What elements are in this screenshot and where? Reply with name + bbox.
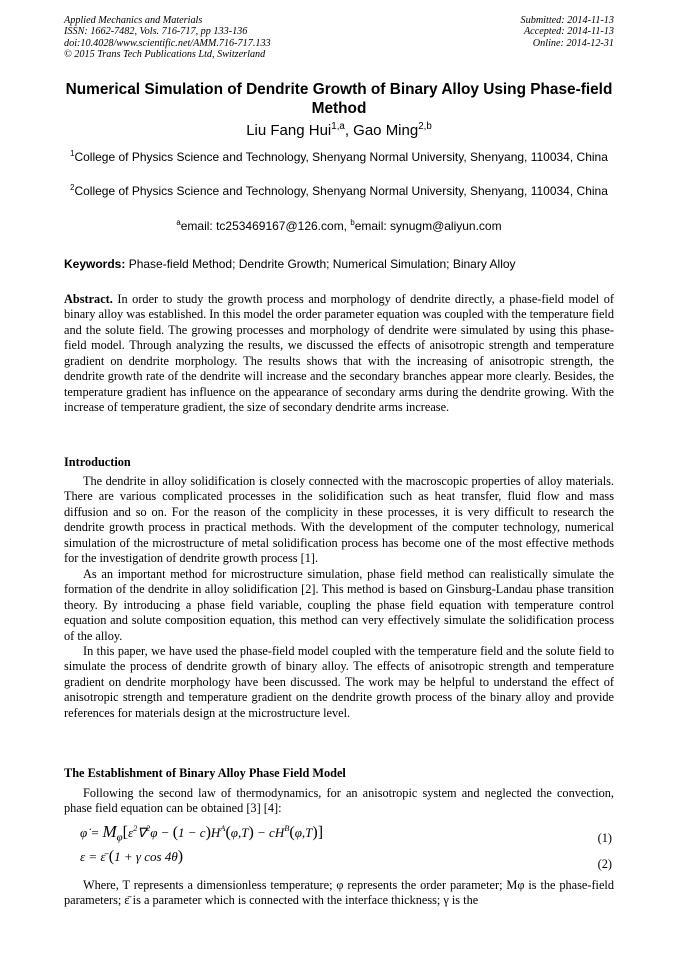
abstract-text: In order to study the growth process and morphology of dendrite directly, a phase-field model of binary alloy was established. In this model the order parameter equation was coupled with the temperature field and the solute field. The growing processes and morphology of dendrite were simulated by using this phase-field model. Through analyzing the results, we discussed the effects of anisotropic strength and temperature gradient on dendrite morphology. The results shows that with the increasing of anisotropic strength, the dendrite growth rate of the dendrite will increase and the secondary branches appear more clearly. Besides, the temperature gradient has influence on the appearance of secondary arms during the dendrite growing. With the increase of temperature gradient, the size of secondary dendrite arms increase. <box>64 292 614 415</box>
doi-line: doi:10.4028/www.scientific.net/AMM.716-717.133 <box>64 37 271 49</box>
copyright-line: © 2015 Trans Tech Publications Ltd, Switzerland <box>64 48 266 60</box>
affiliation-2 <box>64 184 614 200</box>
journal-header-right <box>521 15 614 49</box>
where-text: Where, T represents a dimensionless temperature; φ represents the order parameter; Mφ is the phase-field parameters; ε̄ is a parameter which is connected with the interface thickness; γ is the <box>64 878 614 908</box>
author-1-sup: 1,a <box>331 120 345 132</box>
intro-paragraph: As an important method for microstructure simulation, phase field method can realistically simulate the formation of the dendrite in alloy solidification [2]. This method is based on Ginsburg-Landau phase transition theory. By introducing a phase field variable, coupling the phase field equation with temperature control equation and solute composition equation, this method can very effectively simulate the solidification process of the alloy. <box>64 566 614 643</box>
submitted-date: Submitted: 2014-11-13 <box>520 15 614 26</box>
section-heading-model: The Establishment of Binary Alloy Phase Field Model <box>64 766 346 780</box>
author-separator: , <box>344 122 354 139</box>
author-1: Liu Fang Hui <box>246 122 332 139</box>
issn-line: ISSN: 1662-7482, Vols. 716-717, pp 133-136 <box>64 26 248 38</box>
affiliation-2-sup: 2 <box>70 182 75 192</box>
affiliation-2-text: College of Physics Science and Technology, Shenyang Normal University, Shenyang, 110034, China <box>74 184 608 198</box>
intro-paragraph: The dendrite in alloy solidification is closely connected with the macroscopic properties of alloy materials. There are various complicated processes in the solidification such as heat transfer, fluid flow and mass diffusion and so on. For the reason of the complicity in these processes, it is very difficult to research the dendrite growth process in practical methods. With the development of the computer technology, numerical simulation of the microstructure of metal solidification process has become one of the most effective methods for the investigation of dendrite growth process [1]. <box>64 474 614 566</box>
author-2: Gao Ming <box>353 122 419 139</box>
accepted-date: Accepted: 2014-11-13 <box>523 26 614 38</box>
affiliation-1 <box>64 150 614 166</box>
email-line <box>64 219 614 233</box>
equation-2-number: (2) <box>597 857 612 871</box>
keywords-label: Keywords: <box>64 257 126 271</box>
paper-title: Numerical Simulation of Dendrite Growth of Binary Alloy Using Phase-field Method <box>65 81 613 117</box>
online-date: Online: 2014-12-31 <box>532 37 614 49</box>
where-paragraph <box>64 878 614 909</box>
introduction-body <box>64 474 614 721</box>
abstract-label: Abstract. <box>64 292 113 306</box>
intro-paragraph: In this paper, we have used the phase-field model coupled with the temperature field and the solute field to simulate the process of dendrite growth of binary alloy. The effects of anisotropic strength and temperature gradient on dendrite morphology have been discussed. The work may be helpful to understand the effect of anisotropic strength and temperature gradient on the dendrite growth process of the binary alloy and provide references for materials design at the microstructure level. <box>64 643 614 720</box>
equation-1: φ̇ = $M_\varphi[\varepsilon^2\nabla^2\varphi - (1 - c)H^A(\varphi,T) - cH^B(\varphi,T)]$ <box>80 822 324 844</box>
model-paragraph <box>64 786 614 817</box>
equation-1-number: (1) <box>597 831 612 845</box>
email-b-sup: b <box>350 217 355 227</box>
affiliation-1-sup: 1 <box>70 148 75 158</box>
author-2-sup: 2,b <box>418 120 432 132</box>
email-a: email: tc253469167@126.com, <box>180 219 351 233</box>
equation-2: ε = ε̄ (1 + γ cos 4θ) <box>80 848 184 865</box>
keywords <box>64 257 614 271</box>
section-heading-introduction: Introduction <box>64 455 131 469</box>
abstract <box>64 292 614 416</box>
journal-header-left <box>64 15 271 60</box>
affiliation-1-text: College of Physics Science and Technology, Shenyang Normal University, Shenyang, 110034, China <box>74 150 608 164</box>
email-b: email: synugm@aliyun.com <box>354 219 502 233</box>
keywords-text: Phase-field Method; Dendrite Growth; Numerical Simulation; Binary Alloy <box>125 257 516 271</box>
model-intro-text: Following the second law of thermodynamics, for an anisotropic system and neglected the convection, phase field equation can be obtained [3] [4]: <box>64 786 614 816</box>
journal-name: Applied Mechanics and Materials <box>64 15 203 26</box>
email-a-sup: a <box>176 217 181 227</box>
author-line <box>64 122 614 139</box>
